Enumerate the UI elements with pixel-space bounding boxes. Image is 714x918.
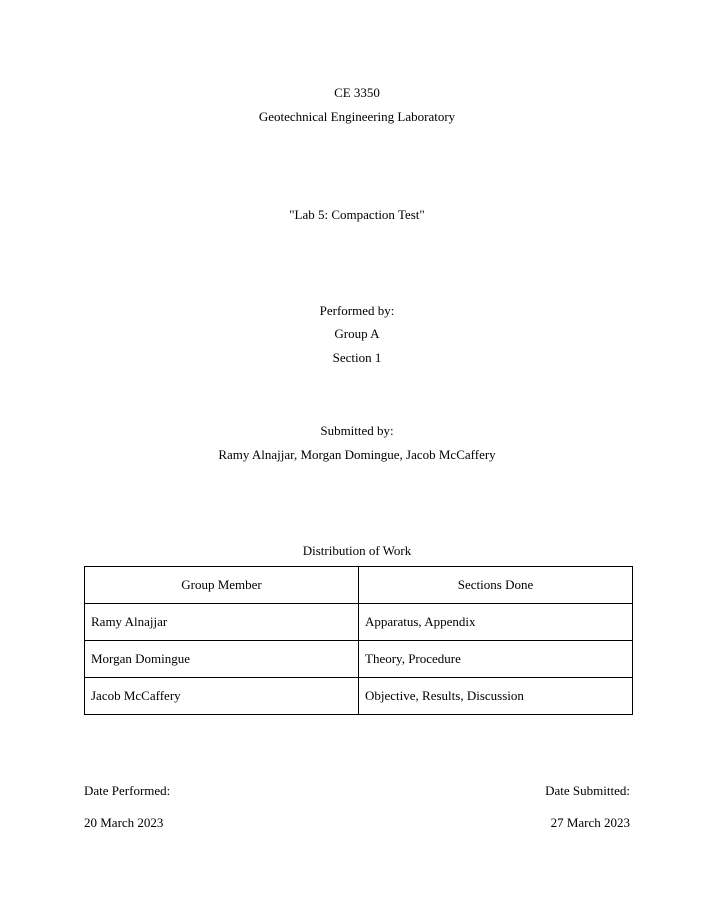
table-cell-member: Ramy Alnajjar bbox=[85, 604, 359, 641]
table-row bbox=[85, 604, 633, 641]
table-header-sections: Sections Done bbox=[359, 567, 633, 604]
submitted-by-label: Submitted by: bbox=[320, 423, 394, 438]
lab-name: Geotechnical Engineering Laboratory bbox=[258, 109, 456, 124]
date-performed-label: Date Performed: bbox=[84, 783, 171, 798]
table-row bbox=[85, 678, 633, 715]
table-cell-sections: Theory, Procedure bbox=[359, 641, 633, 678]
author-list: Ramy Alnajjar, Morgan Domingue, Jacob McCaffery bbox=[218, 447, 496, 462]
course-code: CE 3350 bbox=[334, 85, 380, 100]
table-header-row bbox=[85, 567, 633, 604]
report-title: "Lab 5: Compaction Test" bbox=[289, 207, 425, 222]
table-cell-sections: Objective, Results, Discussion bbox=[359, 678, 633, 715]
group-name: Group A bbox=[334, 326, 380, 341]
performed-by-label: Performed by: bbox=[319, 303, 395, 318]
distribution-table bbox=[84, 566, 633, 715]
table-cell-sections: Apparatus, Appendix bbox=[359, 604, 633, 641]
table-cell-member: Morgan Domingue bbox=[85, 641, 359, 678]
distribution-title: Distribution of Work bbox=[302, 543, 412, 558]
table-header-member: Group Member bbox=[85, 567, 359, 604]
table-row bbox=[85, 641, 633, 678]
section-name: Section 1 bbox=[332, 350, 382, 365]
table-cell-member: Jacob McCaffery bbox=[85, 678, 359, 715]
date-performed-value: 20 March 2023 bbox=[84, 815, 164, 830]
date-submitted-label: Date Submitted: bbox=[545, 783, 630, 798]
date-submitted-value: 27 March 2023 bbox=[550, 815, 630, 830]
